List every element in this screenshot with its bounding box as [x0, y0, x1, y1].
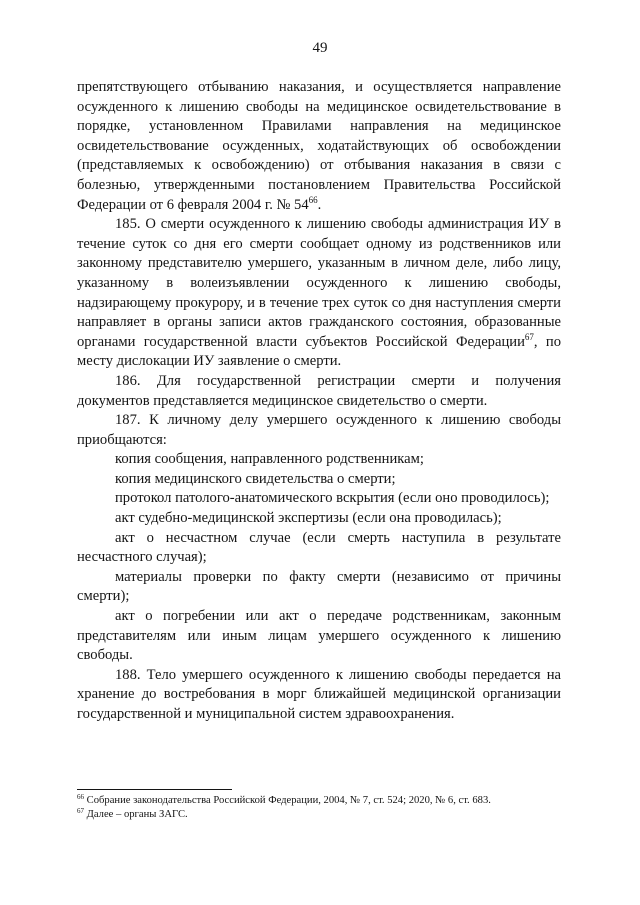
paragraph-continuation — [77, 78, 561, 215]
document-body — [77, 78, 561, 725]
list-item: акт судебно-медицинской экспертизы (если она проводилась); — [115, 510, 502, 527]
paragraph-185 — [77, 215, 561, 372]
paragraph-187: 187. К личному делу умершего осужденного к лишению свободы приобщаются: — [77, 412, 561, 448]
list-item: протокол патолого-анатомического вскрытия (если оно проводилось); — [115, 490, 550, 507]
list-item: акт о несчастном случае (если смерть наступила в результате несчастного случая); — [77, 529, 561, 566]
paragraph-186: 186. Для государственной регистрации смерти и получения документов представляется медицинское свидетельство о смерти. — [77, 372, 561, 409]
list-item: акт о погребении или акт о передаче родственникам, законным представителям или иным лицам умершего осужденного к лишению свободы. — [77, 608, 561, 664]
paragraph-188: 188. Тело умершего осужденного к лишению свободы передается на хранение до востребования в морг ближайшей медицинской организации государственной и муниципальной систем здравоохранения. — [77, 666, 561, 722]
footnote-divider — [77, 789, 232, 790]
paragraph-tail: , по месту дислокации ИУ заявление о смерти. — [77, 333, 562, 370]
paragraph-text: препятствующего отбыванию наказания, и осуществляется направление осужденного к лишению свободы на медицинское освидетельствование в порядке, установленном Правилами направления на медицинское освидетельствование осужденных, ходатайствующих об освобождении (представляемых к освобождению) от отбывания наказания в связи с болезнью, утвержденными постановлением Правительства Российской Федерации от 6 февраля 2004 г. № 54 — [77, 79, 561, 213]
footnote-ref: 66 — [308, 194, 318, 205]
paragraph-tail: . — [317, 196, 322, 213]
footnote-number: 67 — [77, 806, 84, 815]
paragraph-text: 185. О смерти осужденного к лишению свободы администрация ИУ в течение суток со дня его смерти сообщает одному из родственников или законному представителю умершего, указанным в личном деле, либо лицу, указанному в волеизъявлении осужденного к лишению свободы, надзирающему прокурору, и в течение трех суток со дня наступления смерти направляет в органы записи актов гражданского состояния, образованные органами государственной власти субъектов Российской Федерации — [77, 216, 561, 350]
list-item: материалы проверки по факту смерти (независимо от причины смерти); — [77, 568, 561, 605]
footnotes — [77, 794, 561, 821]
footnote — [77, 808, 561, 822]
footnote-text: Далее – органы ЗАГС. — [86, 808, 188, 820]
footnote-text: Собрание законодательства Российской Федерации, 2004, № 7, ст. 524; 2020, № 6, ст. 683. — [86, 795, 491, 806]
page-number: 49 — [312, 40, 328, 56]
list-item: копия сообщения, направленного родственникам; — [115, 451, 424, 468]
list-item: копия медицинского свидетельства о смерти; — [115, 470, 396, 487]
footnote — [77, 794, 561, 808]
footnote-ref: 67 — [524, 331, 534, 342]
footnote-number: 66 — [77, 793, 84, 801]
